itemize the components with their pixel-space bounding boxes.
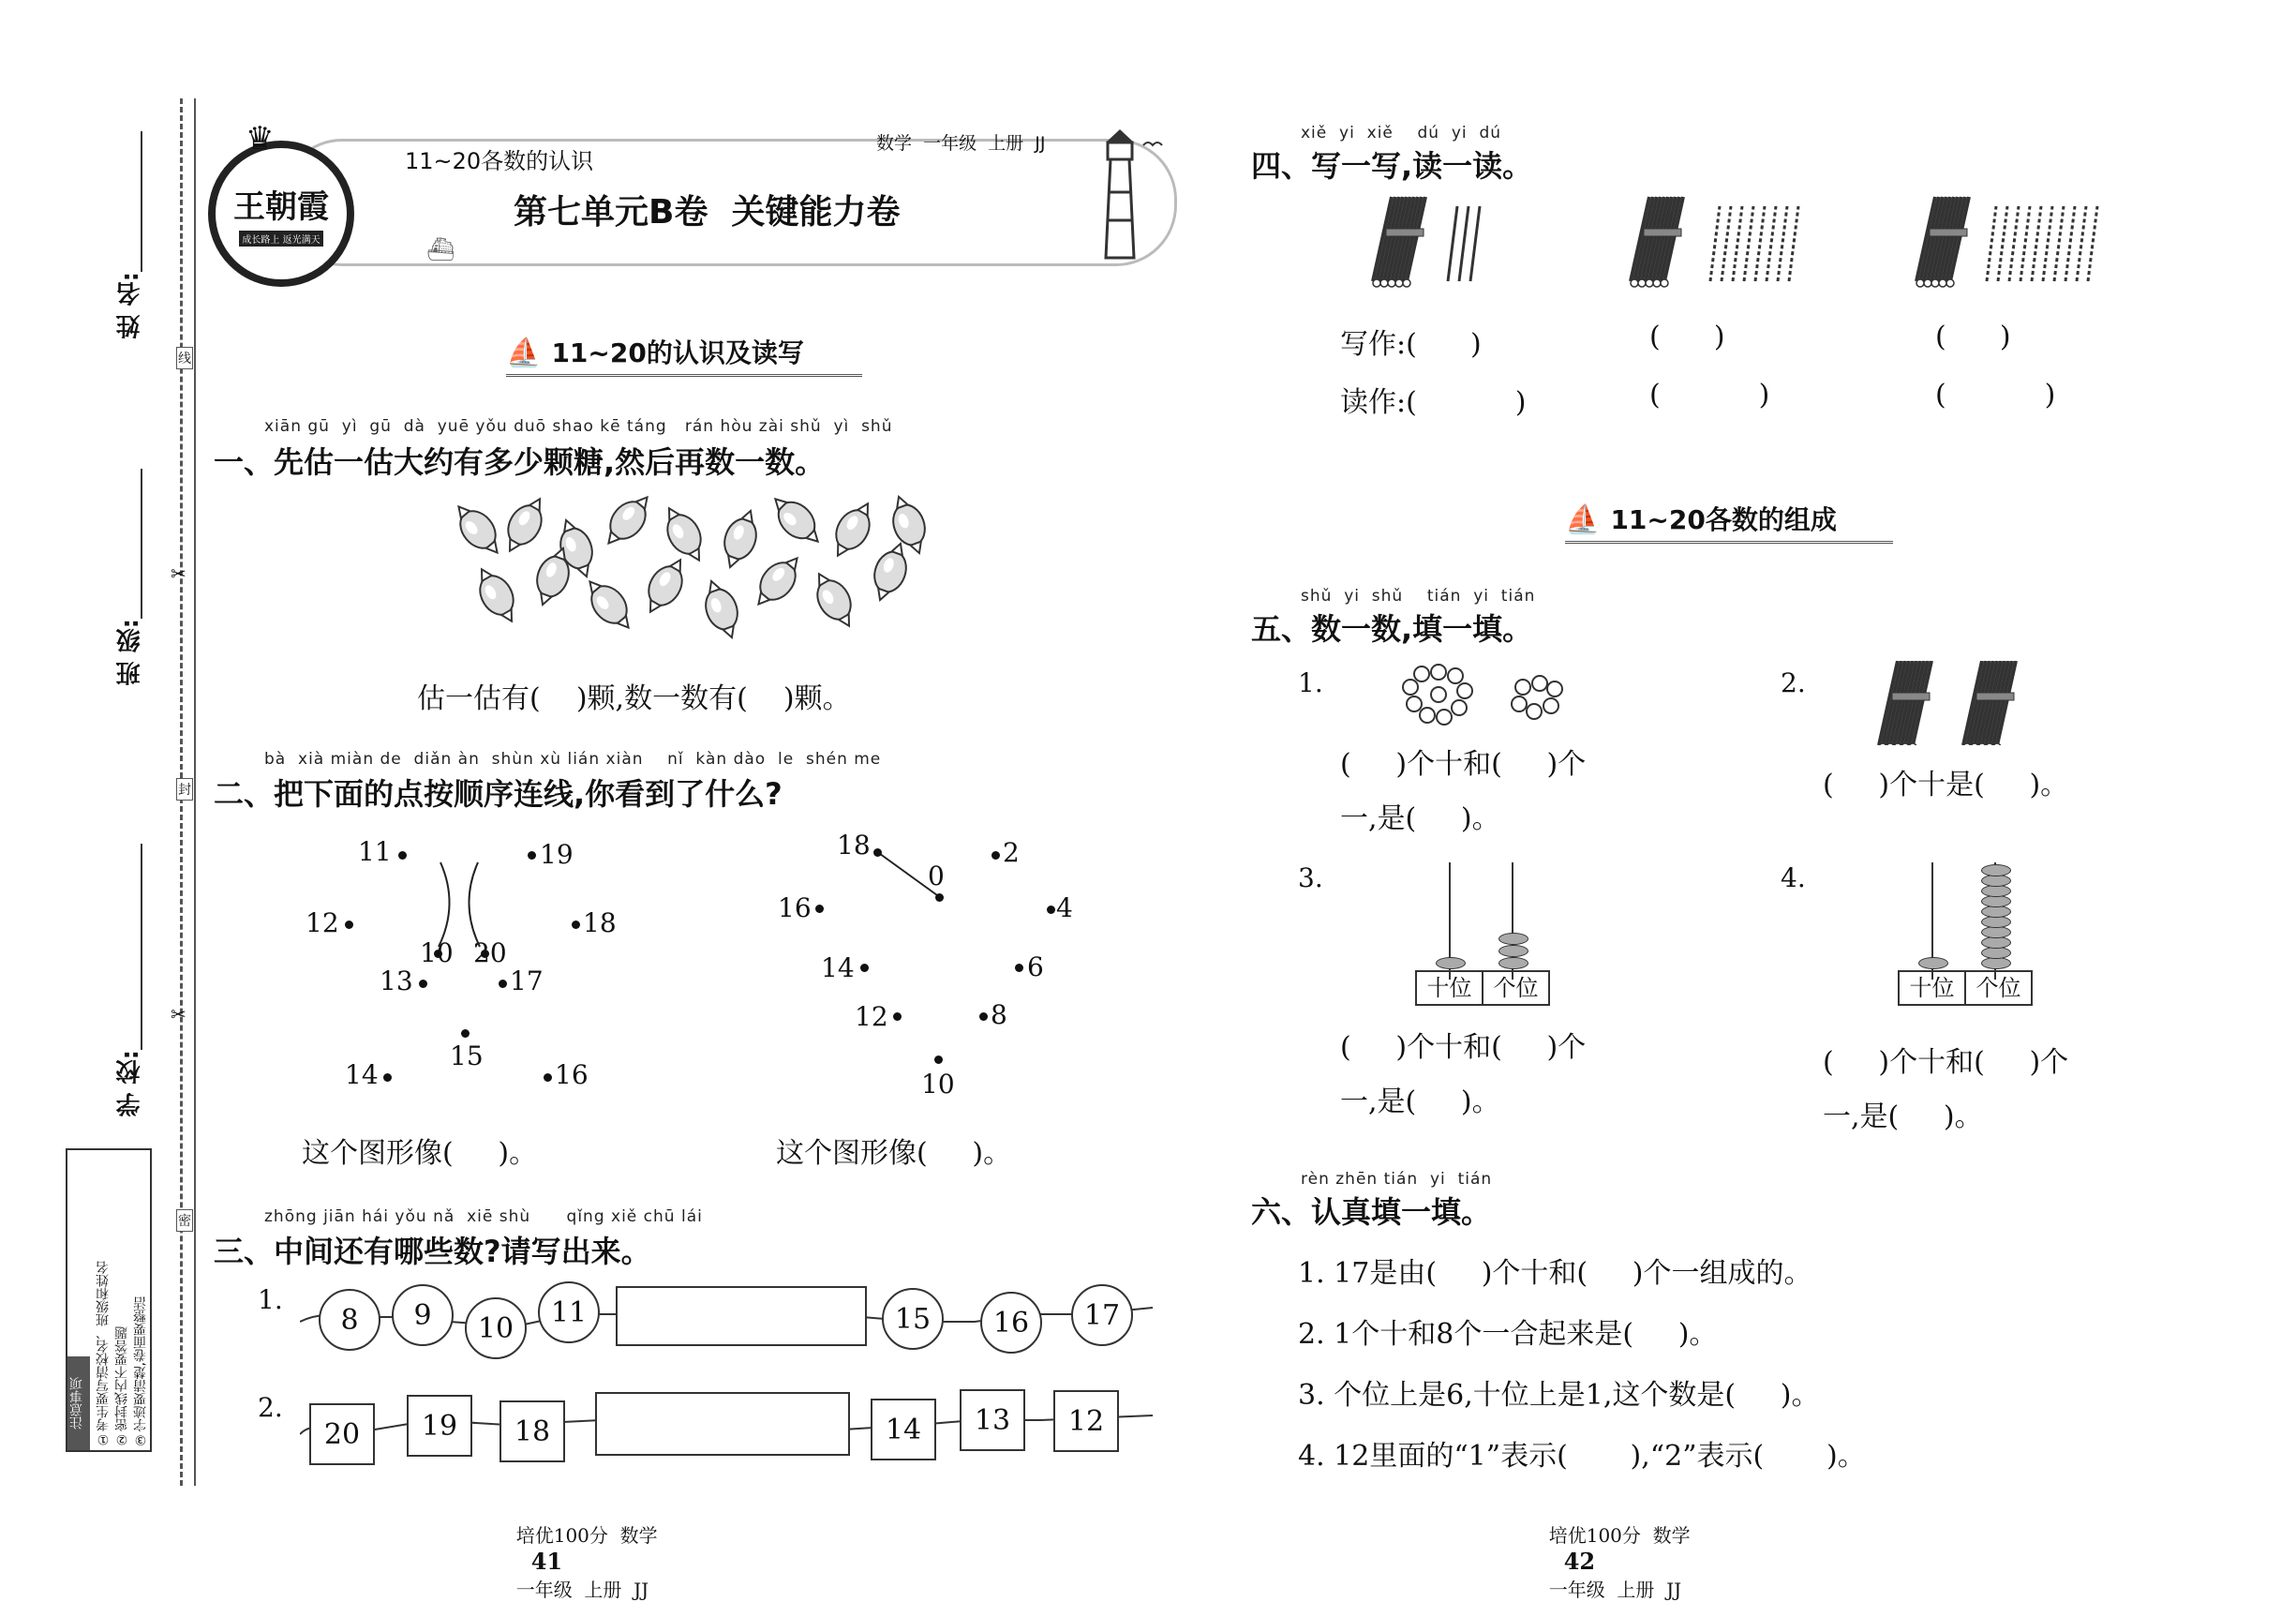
dot [398,851,407,860]
stick-bundle-icon [1916,197,1969,287]
number-circle: 17 [1071,1284,1133,1346]
dot [991,851,1000,860]
school-line [141,844,142,1050]
footer-left-title: 培优100分 数学 [515,1524,658,1547]
logo-text: 王朝霞 [233,188,329,226]
sailboat-icon: ⛵ [506,337,542,369]
dot-label: 15 [450,1041,484,1071]
q6-text: 六、认真填一填。 [1251,1194,1492,1230]
binding-strip [0,0,206,1594]
q6-item-3: 3. 个位上是6,十位上是1,这个数是( )。 [1298,1379,1820,1412]
fig1-answer: 这个图形像( )。 [302,1137,538,1170]
dot-label: 20 [473,937,507,968]
write-blank-2: ( ) [1649,321,1725,353]
section1-heading [506,333,862,377]
footer-right-tail: 一年级 上册 JJ [1548,1579,1682,1601]
dot-label: 12 [306,907,339,938]
number-square: 13 [960,1389,1025,1451]
guide-curves [412,853,525,956]
number-square: 12 [1053,1390,1119,1452]
q1-pinyin: xiān gū yì gū dà yuē yǒu duō shao kē táng rán hòu zài shǔ yì shǔ [264,417,893,436]
stick-icon [1744,206,1753,281]
stick-icon [1470,206,1480,281]
item4-number: 4. [1781,862,1806,893]
footer-left [504,1498,658,1602]
read-blank-3: ( ) [1935,379,2056,412]
bead [1498,933,1528,945]
dot-label: 12 [855,1001,888,1032]
dot [345,921,353,929]
dot [528,851,536,860]
stick-icon [2020,206,2030,281]
page-title: 第七单元B卷 关键能力卷 [514,193,901,232]
section2-heading [1565,500,1893,544]
abacus-4 [1898,858,2029,1008]
footer-right [1537,1498,1691,1602]
dot-label: 13 [380,966,413,996]
cut-line-mark: 线 [176,347,193,369]
bead [1498,945,1528,957]
notice-1: ①考生要写清校名、班级和姓名 [96,1261,111,1446]
dot-label: 16 [778,892,812,923]
dot-label: 18 [583,907,617,938]
scissors-icon: ✂ [171,562,186,585]
candy-icon [497,492,553,559]
solid-line [194,98,196,1486]
number-circle: 15 [882,1288,944,1350]
ones-label: 个位 [1975,975,2021,1001]
stick-bundle-icon [1879,661,1931,745]
number-circle: 11 [538,1281,600,1343]
dot [1015,964,1023,972]
dot [934,1056,943,1064]
section1-title: 11~20的认识及读写 [551,337,804,368]
dot [815,905,824,913]
number-circle: 9 [392,1284,454,1346]
dot-label: 19 [540,839,574,870]
candy-icon [747,548,809,614]
footer-right-title: 培优100分 数学 [1548,1524,1691,1547]
footer-left-tail: 一年级 上册 JJ [515,1579,649,1601]
secret-line-mark: 密 [176,1209,193,1232]
dot [873,848,882,857]
row1-label: 1. [258,1284,283,1315]
lighthouse-icon [1078,122,1181,262]
read-blank-2: ( ) [1649,379,1770,412]
candy-icon [469,561,525,628]
stick-icon [1987,206,1996,281]
dot [1047,906,1055,914]
candy-icon [656,501,712,567]
counter-rings [1401,661,1579,736]
stick-icon [2088,206,2097,281]
place-value-base [1415,970,1550,1006]
dot [383,1073,392,1082]
q3-text: 三、中间还有哪些数?请写出来。 [214,1234,651,1269]
stick-icon [2043,206,2052,281]
candy-icon [578,572,640,637]
stick-icon [1710,206,1720,281]
item1-answer-b: 一,是( )。 [1340,802,1500,835]
bead [1981,864,2011,876]
item2-answer: ( )个十是( )。 [1823,769,2069,801]
number-circle: 10 [465,1297,527,1359]
q3-pinyin: zhōng jiān hái yǒu nǎ xiē shù qǐng xiě chū lái [264,1207,703,1226]
item3-number: 3. [1298,862,1323,893]
sailboat-icon: ⛵ [1565,503,1601,536]
stick-icon [1722,206,1731,281]
notice-title: 注意事项 [67,1356,90,1450]
dot-label: 2 [1003,837,1020,868]
q4-pinyin: xiě yi xiě dú yi dú [1301,124,1502,142]
number-square: 20 [309,1403,375,1465]
dot-label: 14 [345,1059,379,1090]
number-circle: 8 [319,1289,380,1351]
ship-icon: ⛴ [426,236,455,262]
dot-label: 10 [420,937,454,968]
bead [1918,957,1948,969]
candy-icon [597,492,659,553]
dot [499,980,507,988]
tens-label: 十位 [1417,972,1483,1004]
candy-icon [765,492,828,552]
dot [461,1029,470,1038]
item4-answer-b: 一,是( )。 [1823,1100,1983,1133]
q6-item-4: 4. 12里面的“1”表示( ),“2”表示( )。 [1298,1440,1866,1473]
q6-item-1: 1. 17是由( )个十和( )个一组成的。 [1298,1257,1812,1290]
school-label: 学 校: [116,1050,144,1117]
number-circle: 16 [980,1292,1042,1354]
dot [544,1073,552,1082]
candy-illustration [440,492,947,651]
stick-icon [1778,206,1787,281]
q1-answer: 估一估有( )颗,数一数有( )颗。 [417,682,851,715]
stick-icon [1448,206,1457,281]
dot-label: 6 [1027,951,1044,982]
class-label: 班 级: [116,619,144,686]
stick-icon [1459,206,1469,281]
dot-label: 0 [928,861,945,891]
logo-badge [208,141,354,287]
abacus-3 [1415,858,1546,1008]
dot [979,1012,988,1021]
dot-label: 18 [837,830,871,861]
candy-icon [716,505,765,572]
stick-icon [1767,206,1776,281]
header-topic: 11~20各数的认识 [405,148,594,174]
stick-icon [1755,206,1765,281]
fig2-answer: 这个图形像( )。 [776,1137,1012,1170]
q1-text: 一、先估一估大约有多少颗糖,然后再数一数。 [214,444,826,480]
read-label: 读作:( ) [1340,386,1527,419]
notice-3: ③字迹要清楚,卷面要整洁 [133,1295,148,1446]
scissors-icon: ✂ [171,1003,186,1026]
stick-icon [2009,206,2019,281]
candy-icon [885,492,933,559]
row2-answer-box[interactable] [595,1392,850,1456]
section2-title: 11~20各数的组成 [1610,504,1837,535]
two-bundles [1874,661,2034,745]
dot-label: 4 [1056,892,1073,923]
stick-bundle-icon [1963,661,2016,745]
dot [935,893,944,902]
class-line [141,469,142,619]
dot [572,921,580,929]
bead [1498,957,1528,969]
q6-pinyin: rèn zhēn tián yi tián [1301,1170,1493,1189]
candy-icon [447,497,509,562]
number-square: 14 [871,1399,936,1460]
footer-left-page: 41 [530,1548,563,1575]
name-label: 姓 名: [116,272,144,339]
candy-icon [866,538,915,605]
stick-bundle-icon [1373,197,1425,287]
dot [893,1012,902,1021]
q5-pinyin: shǔ yi shǔ tián yi tián [1301,587,1536,606]
row2-label: 2. [258,1392,283,1423]
number-square: 18 [499,1400,565,1462]
footer-right-page: 42 [1563,1548,1596,1575]
header-subject-line: 数学 一年级 上册 JJ [876,133,1046,154]
notice-box [66,1148,152,1452]
item3-answer-a: ( )个十和( )个 [1340,1031,1587,1064]
ones-label: 个位 [1493,975,1539,1001]
q5-text: 五、数一数,填一填。 [1251,611,1533,647]
stick-icon [2054,206,2064,281]
dot-label: 10 [921,1069,955,1100]
item1-number: 1. [1298,667,1323,698]
stick-icon [2077,206,2086,281]
item2-number: 2. [1781,667,1806,698]
notice-2: ②密封线内不要答题 [114,1326,129,1446]
item1-answer-a: ( )个十和( )个 [1340,748,1587,781]
dot-label: 8 [991,999,1007,1030]
candy-icon [697,576,746,642]
seal-line-mark: 封 [176,778,193,801]
stick-icon [2032,206,2041,281]
q6-item-2: 2. 1个十和8个一合起来是( )。 [1298,1318,1718,1351]
row1-answer-box[interactable] [616,1286,867,1346]
stick-icon [1789,206,1798,281]
name-line [141,131,142,272]
dot-label: 16 [555,1059,589,1090]
candy-icon [825,496,881,562]
bead [1436,957,1466,969]
stick-icon [2065,206,2075,281]
item3-answer-b: 一,是( )。 [1340,1085,1500,1118]
write-blank-3: ( ) [1935,321,2011,353]
q2-pinyin: bà xià miàn de diǎn àn shùn xù lián xiàn nǐ kàn dào le shén me [264,750,882,769]
stick-bundles [1368,192,2118,295]
stick-icon [1733,206,1742,281]
dot-label: 14 [821,952,855,983]
dot [860,964,869,972]
stick-bundle-icon [1631,197,1683,287]
tens-label: 十位 [1900,972,1966,1004]
logo-subtitle: 成长路上 返光满天 [239,231,322,247]
number-square: 19 [407,1395,472,1457]
dot [419,980,427,988]
dot-label: 17 [510,966,544,996]
item4-answer-a: ( )个十和( )个 [1823,1046,2069,1079]
candy-icon [806,566,862,633]
write-label: 写作:( ) [1340,328,1482,361]
candy-icon [637,552,693,619]
q4-text: 四、写一写,读一读。 [1251,148,1533,184]
crown-icon: ♛ [246,120,275,157]
place-value-base [1898,970,2033,1006]
q2-text: 二、把下面的点按顺序连线,你看到了什么? [214,776,783,812]
stick-icon [1998,206,2007,281]
dot-label: 11 [358,836,392,867]
